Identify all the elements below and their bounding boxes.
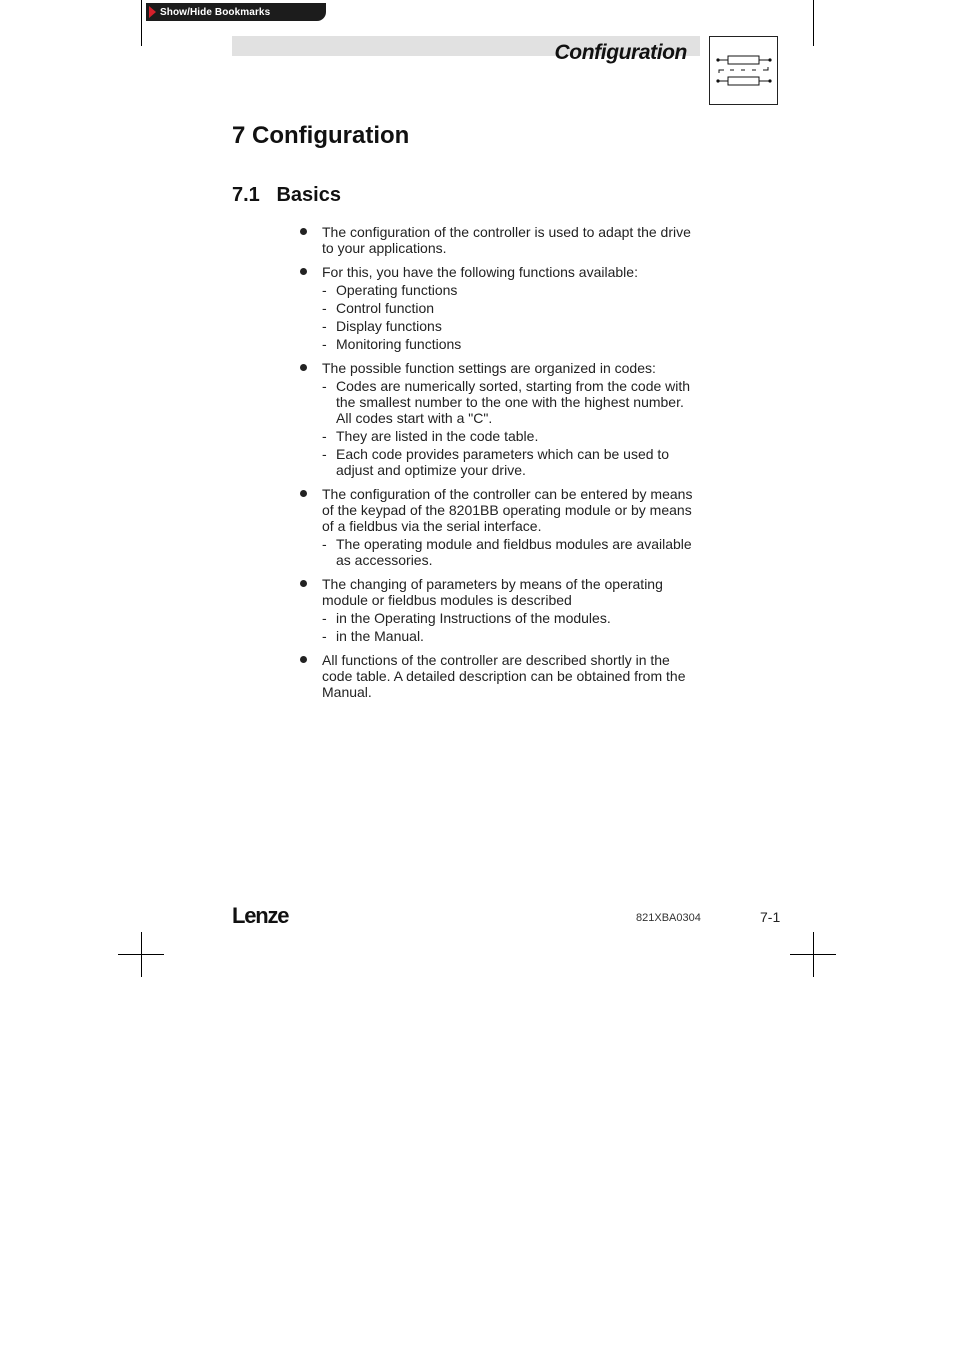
sub-item: - Display functions: [322, 318, 442, 334]
bullet-icon: [300, 268, 307, 275]
sub-item-text: Operating functions: [336, 282, 458, 298]
sub-item: - Control function: [322, 300, 435, 316]
chapter-heading: [232, 122, 409, 150]
sub-item: - Monitoring functions: [322, 336, 462, 352]
bullet-item: [300, 486, 700, 568]
bullet-text: All functions of the controller are described shortly in the code table. A detailed description can be obtained from the Manual.: [322, 652, 686, 700]
sub-item-text: They are listed in the code table.: [336, 428, 539, 444]
chapter-number: 7: [232, 122, 246, 149]
sub-item-text: in the Operating Instructions of the modules.: [336, 610, 611, 626]
bullet-item: [300, 360, 700, 478]
bullet-item: [300, 652, 700, 700]
document-id: 821XBA0304: [636, 912, 701, 924]
sub-item-text: Display functions: [336, 318, 442, 334]
bullet-text: The configuration of the controller is used to adapt the drive to your applications.: [322, 224, 691, 256]
lenze-logo: Lenze: [232, 903, 289, 928]
bullet-text: The changing of parameters by means of the operating module or fieldbus modules is described: [322, 576, 663, 608]
bullet-list: [300, 224, 700, 704]
sub-item-text: Codes are numerically sorted, starting from the code with the smallest number to the one with the highest number. All codes start with a "C".: [336, 378, 691, 426]
sub-item-text: Each code provides parameters which can be used to adjust and optimize your drive.: [336, 446, 670, 478]
sub-item-text: in the Manual.: [336, 628, 424, 644]
bullet-icon: [300, 580, 307, 587]
sub-item-text: The operating module and fieldbus modules are available as accessories.: [336, 536, 692, 568]
configuration-diagram-icon: [709, 36, 778, 105]
bullet-icon: [300, 656, 307, 663]
sub-item: - in the Manual.: [322, 628, 424, 644]
bullet-text: For this, you have the following functions available:: [322, 264, 638, 280]
bullet-item: [300, 576, 700, 644]
crop-mark-bottom-left-h: [118, 954, 164, 955]
chapter-title: Configuration: [252, 122, 410, 149]
sub-item: - The operating module and fieldbus modules are available as accessories.: [322, 536, 692, 568]
sub-item: - They are listed in the code table.: [322, 428, 539, 444]
crop-mark-top-left: [141, 0, 142, 46]
bookmarks-label: Show/Hide Bookmarks: [160, 6, 271, 18]
crop-mark-bottom-right-h: [790, 954, 836, 955]
sub-item-text: Control function: [336, 300, 435, 316]
bullet-item: [300, 224, 700, 256]
sub-item: - in the Operating Instructions of the modules.: [322, 610, 611, 626]
bullet-text: The configuration of the controller can be entered by means of the keypad of the 8201BB operating module or by means of a fieldbus via the serial interface.: [322, 486, 693, 534]
show-hide-bookmarks-button[interactable]: [146, 3, 326, 21]
sub-item: - Codes are numerically sorted, starting from the code with the smallest number to the one with the highest number. All codes start with a "C".: [322, 378, 691, 426]
sub-item: - Operating functions: [322, 282, 458, 298]
section-heading: [232, 184, 341, 207]
bullet-icon: [300, 490, 307, 497]
triangle-right-icon: [149, 6, 156, 18]
bullet-icon: [300, 364, 307, 371]
sub-item: - Each code provides parameters which can be used to adjust and optimize your drive.: [322, 446, 670, 478]
page-number: 7-1: [760, 909, 781, 925]
crop-mark-top-right: [813, 0, 814, 46]
section-number: 7.1: [232, 184, 260, 206]
bullet-icon: [300, 228, 307, 235]
running-header-title: Configuration: [554, 41, 687, 64]
bullet-item: [300, 264, 700, 352]
sub-item-text: Monitoring functions: [336, 336, 462, 352]
bullet-text: The possible function settings are organized in codes:: [322, 360, 656, 376]
section-title: Basics: [276, 184, 341, 206]
